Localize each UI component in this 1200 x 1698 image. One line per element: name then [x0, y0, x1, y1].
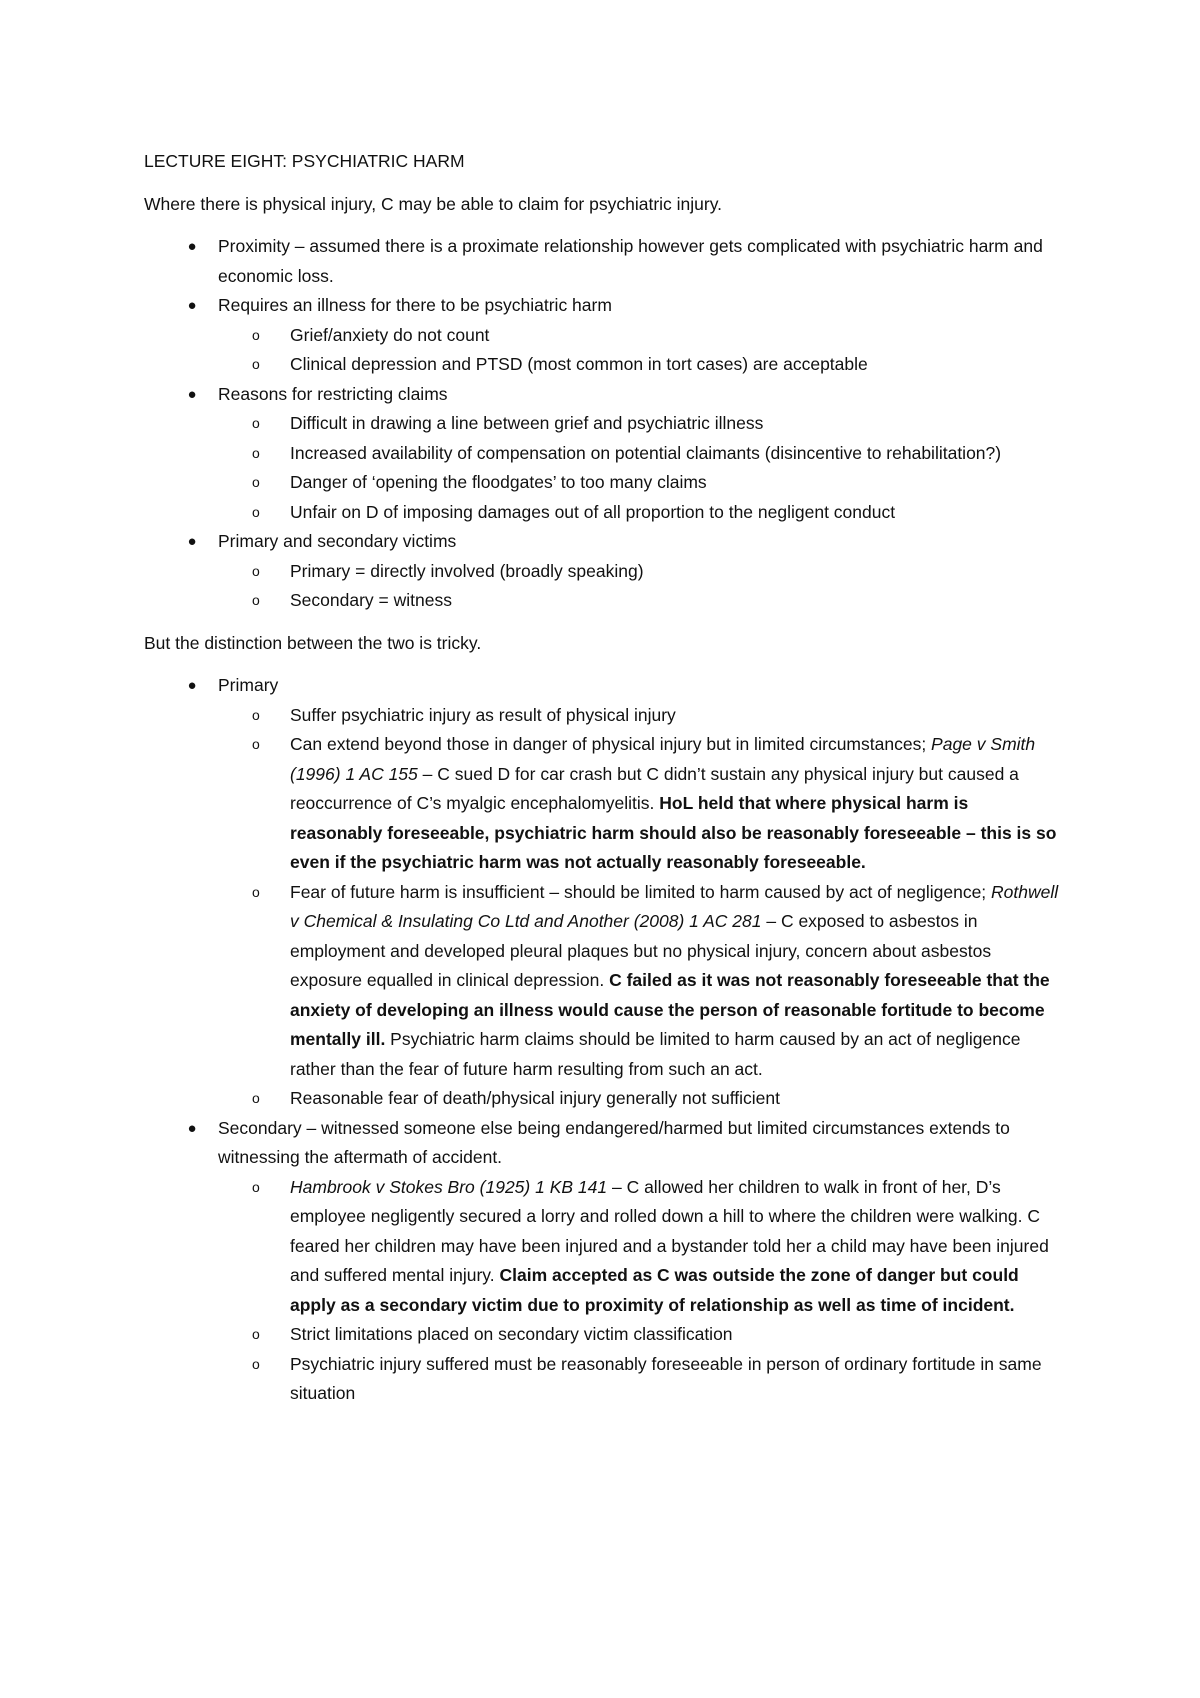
sub-list-item [216, 409, 1064, 439]
sub-bullet-icon: o [252, 1326, 260, 1342]
sub-bullet-icon: o [252, 356, 260, 372]
case-citation: Rothwell v Chemical & Insulating Co Ltd and Another (2008) 1 AC 281 [290, 881, 1059, 931]
list-item [144, 1114, 1064, 1409]
illness-text: Requires an illness for there to be psychiatric harm [218, 295, 612, 315]
sub-bullet-icon: o [252, 592, 260, 608]
sub-bullet-icon: o [252, 503, 260, 520]
victims-detail-list [144, 671, 1064, 1409]
sub-item-text: Suffer psychiatric injury as result of physical injury [290, 704, 676, 725]
sub-list-item [216, 557, 1064, 587]
sub-bullet-icon: o [252, 736, 260, 752]
sub-list-item [216, 730, 1064, 878]
list-item [144, 380, 1064, 528]
sub-list-item [216, 498, 1064, 528]
sub-item-text: Unfair on D of imposing damages out of all proportion to the negligent conduct [290, 501, 896, 522]
sub-list [218, 409, 1064, 527]
sub-bullet-icon: o [252, 415, 260, 431]
sub-list-item [216, 1173, 1064, 1321]
bullet-icon: ● [187, 1119, 197, 1137]
sub-item-text: Clinical depression and PTSD (most common in tort cases) are acceptable [290, 354, 868, 374]
list-item [144, 527, 1064, 616]
sub-bullet-icon: o [252, 1178, 260, 1195]
sub-list-item [216, 586, 1064, 616]
sub-list-item [216, 878, 1064, 1085]
list-item [144, 671, 1064, 1114]
sub-list-item [216, 701, 1064, 731]
sub-list-item [216, 321, 1064, 351]
list-item [144, 291, 1064, 380]
sub-list-item [216, 1350, 1064, 1409]
sub-bullet-icon: o [252, 1355, 260, 1372]
bullet-icon: ● [187, 533, 197, 550]
sub-item-text: Grief/anxiety do not count [290, 324, 490, 345]
case-holding: HoL held that where physical harm is reasonably foreseeable, psychiatric harm should also be reasonably foreseeable – this is so even if the psychiatric harm was not actually reasonably foreseeable. [290, 793, 1057, 872]
sub-list [218, 701, 1064, 1114]
sub-bullet-icon: o [252, 883, 260, 900]
page-title: LECTURE EIGHT: PSYCHIATRIC HARM [144, 151, 465, 171]
sub-item-text: Reasonable fear of death/physical injury generally not sufficient [290, 1088, 780, 1108]
sub-item-text: Strict limitations placed on secondary victim classification [290, 1324, 733, 1344]
sub-list-item [216, 350, 1064, 380]
sub-item-text: Can extend beyond those in danger of physical injury but in limited circumstances; [290, 734, 932, 754]
sub-list-item [216, 1084, 1064, 1114]
sub-item-text: Psychiatric injury suffered must be reasonably foreseeable in person of ordinary fortitude in same situation [290, 1353, 1042, 1403]
bullet-icon: ● [187, 297, 197, 314]
bullet-icon: ● [187, 238, 197, 255]
case-facts: – C allowed her children to walk in front of her, D’s employee negligently secured a lorry and rolled down a hill to where the children were walking. C feared her children may have been injured and a bystander told her a child may have been injured and suffered mental injury. [290, 1176, 1049, 1285]
sub-list-item [216, 468, 1064, 498]
sub-item-text: Fear of future harm is insufficient – should be limited to harm caused by act of negligence; [290, 881, 992, 902]
primary-heading: Primary [218, 675, 279, 695]
reasons-text: Reasons for restricting claims [218, 383, 448, 404]
intro-paragraph: Where there is physical injury, C may be able to claim for psychiatric injury. [144, 193, 723, 214]
case-holding: C failed as it was not reasonably foreseeable that the anxiety of developing an illness would cause the person of reasonable fortitude to become mentally ill. [290, 970, 1050, 1049]
sub-list [218, 1173, 1064, 1409]
document-body [144, 147, 1064, 1422]
case-commentary: Psychiatric harm claims should be limited to harm caused by an act of negligence rather than the fear of future harm resulting from such an act. [290, 1029, 1021, 1079]
sub-bullet-icon: o [252, 326, 260, 343]
sub-item-text: Increased availability of compensation on potential claimants (disincentive to rehabilitation?) [290, 442, 1002, 463]
victims-text: Primary and secondary victims [218, 531, 457, 551]
sub-list [218, 557, 1064, 616]
sub-item-text: Secondary = witness [290, 590, 452, 610]
case-facts: – C exposed to asbestos in employment and developed pleural plaques but no physical injury, concern about asbestos exposure equalled in clinical depression. [290, 911, 992, 990]
secondary-heading: Secondary – witnessed someone else being endangered/harmed but limited circumstances extends to witnessing the aftermath of accident. [218, 1117, 1010, 1167]
sub-list [218, 321, 1064, 380]
case-citation: Page v Smith (1996) 1 AC 155 [290, 734, 1036, 784]
overview-list [144, 232, 1064, 616]
distinction-paragraph: But the distinction between the two is tricky. [144, 632, 482, 653]
bullet-icon: ● [187, 385, 197, 403]
sub-bullet-icon: o [252, 444, 260, 461]
sub-bullet-icon: o [252, 474, 260, 490]
sub-item-text: Primary = directly involved (broadly speaking) [290, 560, 644, 581]
sub-list-item [216, 439, 1064, 469]
sub-list-item [216, 1320, 1064, 1350]
case-citation: Hambrook v Stokes Bro (1925) 1 KB 141 [290, 1176, 608, 1197]
case-holding: Claim accepted as C was outside the zone of danger but could apply as a secondary victim due to proximity of relationship as well as time of incident. [290, 1265, 1019, 1315]
sub-bullet-icon: o [252, 706, 260, 723]
case-facts: – C sued D for car crash but C didn’t sustain any physical injury but caused a reoccurrence of C’s myalgic encephalomyelitis. [290, 763, 1019, 813]
bullet-icon: ● [187, 677, 197, 694]
sub-bullet-icon: o [252, 1090, 260, 1106]
list-item [144, 232, 1064, 291]
sub-item-text: Danger of ‘opening the floodgates’ to too many claims [290, 472, 707, 492]
proximity-text: Proximity – assumed there is a proximate relationship however gets complicated with psychiatric harm and economic loss. [218, 236, 1043, 286]
sub-bullet-icon: o [252, 562, 260, 579]
sub-item-text: Difficult in drawing a line between grief and psychiatric illness [290, 413, 764, 433]
